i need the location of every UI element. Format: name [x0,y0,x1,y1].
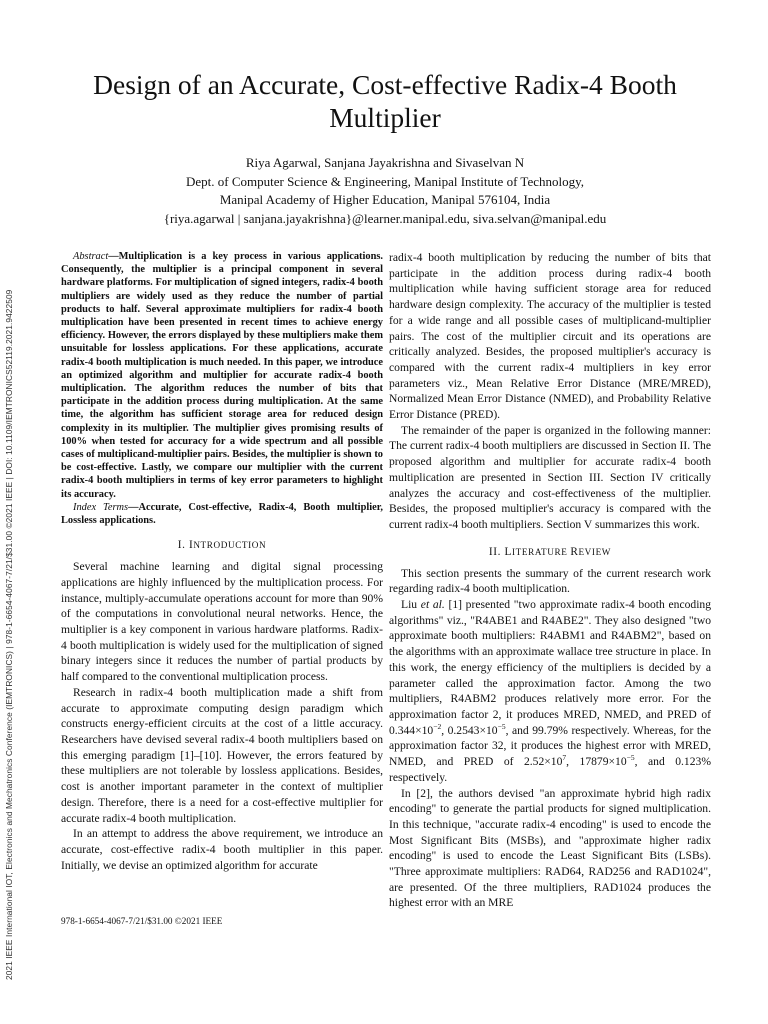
literature-paragraph-1: This section presents the summary of the current research work regarding radix-4 booth multiplication. [389,566,711,596]
side-identifier [4,180,18,980]
intro-organization-paragraph: The remainder of the paper is organized in the following manner: The current radix-4 booth multipliers are discussed in Section II. The proposed algorithm and multiplier for accurate radix-4 booth multiplication are presented in Section III. Section IV critically analyzes the accuracy and cost-effectiveness of the multiplier. Besides, the proposed multiplier's accuracy is compared with the current radix-4 booth multipliers. Section V summarizes this work. [389,423,711,531]
paper-title: Design of an Accurate, Cost-effective Radix-4 Booth Multiplier [93,69,677,133]
abstract-label: Abstract [73,251,109,262]
index-terms [61,501,383,527]
side-identifier-text: 2021 IEEE International IOT, Electronics and Mechatronics Conference (IEMTRONICS) | 978-1-6654-4067-7/21/$31.00 ©2021 IEEE | DOI: 10.1109/IEMTRONICS52119.2021.9422509 [4,289,14,980]
literature-paragraph-2: Liu et al. [1] presented "two approximate radix-4 booth encoding algorithms" viz., "R4ABE1 and R4ABE2". They also designed "two approximate booth multipliers: R4ABM1 and R4ABM2", based on the algorithms with an approximate wallace tree structure in place. In this work, the energy efficiency of the multipliers is decided by a parameter called the approximation factor. Among the two multipliers, R4ABM2 produces relatively more error. For the approximation factor 2, it produces MRED, NMED, and PRED of $0.344\times 10^{-2}$, $0.2543\times 10^{-5}$, and 99.79% respectively. Whereas, for the approximation factor 32, it produces the highest error with MRED, NMED, and PRED of $2.52\times 10^7$, $17879\times 10^{-5}$, and 0.123% respectively. [389,598,712,784]
abstract [61,250,383,501]
copyright-footer: 978-1-6654-4067-7/21/$31.00 ©2021 IEEE [61,916,223,926]
section-heading-introduction: I. INTRODUCTION [177,539,267,552]
literature-paragraph-3: In [2], the authors devised "an approximate hybrid high radix encoding" to generate the partial products for signed multiplication. In this technique, "accurate radix-4 encoding" is used to encode the Most Significant Bits (MSBs), and "approximate higher radix encoding" is used to encode the Least Significant Bits (LSBs). "Three approximate multipliers: RAD64, RAD256 and RAD1024", are presented. Of the three multipliers, RAD1024 produces the highest error with an MRE [389,786,711,910]
intro-paragraph-2: Research in radix-4 booth multiplication made a shift from accurate to approximate computing design paradigm which constructs energy-efficient circuits at the cost of a little accuracy. Researchers have devised several radix-4 booth multipliers based on this emerging paradigm [1]–[10]. However, the errors featured by these multipliers are not tolerable by lossless applications. Besides, cost is another important parameter in the context of multiplier design. Therefore, there is a need for a cost-effective multiplier for accurate radix-4 booth multiplication. [61,685,383,825]
abstract-text: —Multiplication is a key process in various applications. Consequently, the multiplier is a principal component in several hardware platforms. For multiplication of signed integers, radix-4 booth multipliers are widely used as they reduce the number of partial products to half. Several approximate multipliers for radix-4 booth multiplication have been presented in recent times to achieve energy efficiency. However, the errors displayed by these multipliers make them unsuitable for lossless applications. For these applications, accurate radix-4 booth multiplication is much needed. In this paper, we introduce an optimized algorithm and multiplier for accurate radix-4 booth multiplication. The algorithm reduces the number of bits that participate in the addition process during multiplication. At the same time, the algorithm has sufficient storage area for reduced design complexity in its multiplier. The multiplier gives promising results of 100% when tested for accuracy for a wide spectrum and all possible cases of multiplicand-multiplier pairs. Besides, the multiplier is shown to be cost-effective. Lastly, we compare our multiplier with the current radix-4 booth multipliers in terms of key error parameters to highlight its accuracy. [61,251,383,500]
index-terms-label: Index Terms [73,501,129,513]
author-block [60,154,710,228]
index-terms-text: —Accurate, Cost-effective, Radix-4, Booth multiplier, Lossless applications. [61,501,383,527]
intro-continuation-paragraph: radix-4 booth multiplication by reducing the number of bits that participate in the addition process during radix-4 booth multiplication while having sufficient storage area for reduced hardware design complexity. The accuracy of the multiplier is tested for a wide range and all possible cases of multiplicand-multiplier pairs. The cost of the multiplier circuit and its operations are critically analyzed. Besides, the proposed multiplier's accuracy is compared with the current radix-4 multipliers in key error parameters viz., Mean Relative Error Distance (MRE/MRED), Normalized Mean Error Distance (NMED), and Probability Relative Error Distance (PRED). [389,251,711,422]
intro-paragraph-1: Several machine learning and digital signal processing applications are highly influenced by the multiplication process. For instance, multiply-accumulate operations account for more than 90% of the computations in convolutional neural networks. Hence, the multiplier is a key component in various hardware platforms. Radix-4 booth multiplication is widely used for the multiplication of signed binary integers since it reduces the number of partial products by half compared to the conventional multiplication process. [61,560,383,684]
author-institution: Manipal Academy of Higher Education, Manipal 576104, India [219,192,551,207]
left-column [61,250,383,873]
author-emails: {riya.agarwal | sanjana.jayakrishna}@learner.manipal.edu, siva.selvan@manipal.edu [163,210,607,226]
author-names: Riya Agarwal, Sanjana Jayakrishna and Sivaselvan N [245,155,525,170]
right-column [389,250,711,911]
intro-paragraph-3: In an attempt to address the above requirement, we introduce an accurate, cost-effective radix-4 booth multiplier in this paper. Initially, we devise an optimized algorithm for accurate [61,827,383,872]
author-department: Dept. of Computer Science & Engineering, Manipal Institute of Technology, [185,173,585,189]
section-heading-literature-review: II. LITERATURE REVIEW [488,545,612,558]
